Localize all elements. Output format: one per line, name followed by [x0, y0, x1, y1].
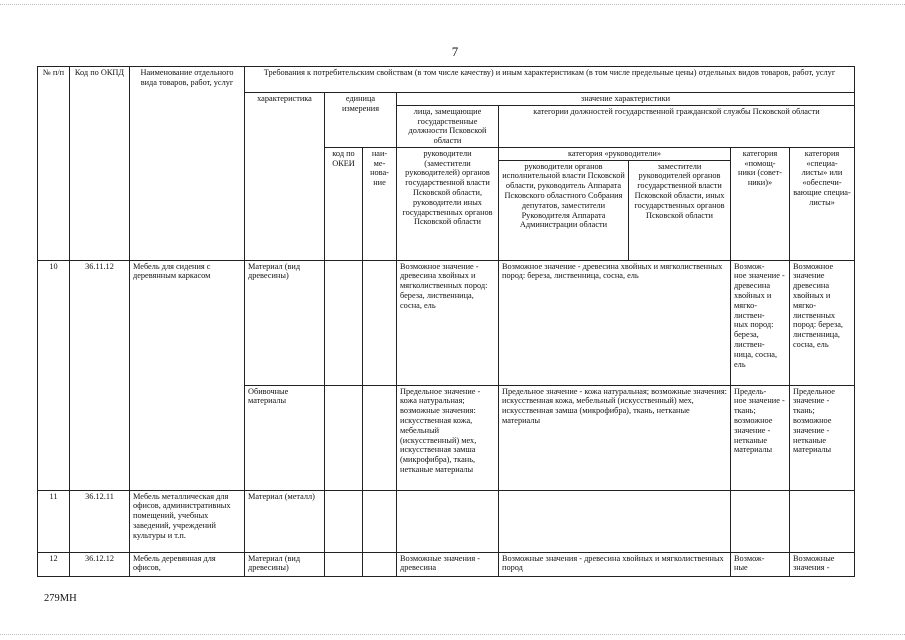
header-persons: лица, замещающие государственные должности Псковской области [397, 105, 499, 147]
row-name: Мебель металлическая для офисов, административных помещений, учебных заведений, учреждений культуры и т.п. [130, 490, 245, 552]
row-okpd: 36.11.12 [70, 260, 130, 490]
row-value-spec: Предельное значение - ткань; возможное значение - нетканые материалы [790, 385, 855, 490]
row-value-persons: Возможные значения - древесина [397, 552, 499, 576]
table-row [38, 552, 855, 576]
header-heads: руководители (заместители руководителей) органов государственной власти Псковской области, руководители иных государственных органов Псковской области [397, 147, 499, 260]
row-unit-name [363, 490, 397, 552]
scan-edge-bottom [0, 634, 905, 635]
row-value-cat-heads [499, 490, 731, 552]
row-value-assist: Возмож- ное значение - древесина хвойных и мягко- листвен- ных пород: береза, листвен- ница, сосна, ель [731, 260, 790, 385]
row-okei [325, 490, 363, 552]
row-value-cat-heads: Возможное значение - древесина хвойных и мягколиственных пород: береза, лиственница, сосна, ель [499, 260, 731, 385]
row-characteristic: Материал (вид древесины) [245, 260, 325, 385]
header-name: Наименование отдельного вида товаров, работ, услуг [130, 67, 245, 261]
row-unit-name [363, 385, 397, 490]
row-okei [325, 260, 363, 385]
row-value-cat-heads: Предельное значение - кожа натуральная; возможные значения: искусственная кожа, мебельный (искусственный) мех, искусственная замша (микрофибра), ткань, нетканые материалы [499, 385, 731, 490]
row-value-persons: Возможное значение - древесина хвойных и мягколиственных пород: береза, лиственница, сосна, ель [397, 260, 499, 385]
row-value-assist [731, 490, 790, 552]
header-okpd: Код по ОКПД [70, 67, 130, 261]
scan-edge-top [0, 4, 905, 5]
header-cat-assist: категория «помощ- ники (совет- ники)» [731, 147, 790, 260]
requirements-table [37, 66, 855, 577]
header-cat-heads: категория «руководители» [499, 147, 731, 160]
header-categories: категории должностей государственной гражданской службы Псковской области [499, 105, 855, 147]
row-value-persons: Предельное значение - кожа натуральная; возможные значения: искусственная кожа, мебельный (искусственный) мех, искусственная замша (микрофибра), ткань, нетканые материалы [397, 385, 499, 490]
header-characteristic: характеристика [245, 93, 325, 261]
row-value-spec [790, 490, 855, 552]
header-cat-spec: категория «специа- листы» или «обеспечи- вающие специа- листы» [790, 147, 855, 260]
header-unit: единица измерения [325, 93, 397, 148]
row-value-persons [397, 490, 499, 552]
row-unit-name [363, 260, 397, 385]
row-unit-name [363, 552, 397, 576]
row-okpd: 36.12.11 [70, 490, 130, 552]
header-unit-name: наи- ме- нова- ние [363, 147, 397, 260]
row-okpd: 36.12.12 [70, 552, 130, 576]
header-requirements: Требования к потребительским свойствам (в том числе качеству) и иным характеристикам (в том числе предельные цены) отдельных видов товаров, работ, услуг [245, 67, 855, 93]
header-row-1 [38, 67, 855, 93]
row-num: 10 [38, 260, 70, 490]
page-number: 7 [451, 44, 459, 59]
row-value-assist: Предель- ное значение - ткань; возможное значение - нетканые материалы [731, 385, 790, 490]
header-value: значение характеристики [397, 93, 855, 106]
row-value-spec: Возможное значение древесина хвойных и мягко- лиственных пород: береза, лиственница, сосна, ель [790, 260, 855, 385]
row-name: Мебель для сидения с деревянным каркасом [130, 260, 245, 490]
table-row [38, 490, 855, 552]
row-num: 12 [38, 552, 70, 576]
row-characteristic: Обивочные материалы [245, 385, 325, 490]
footer-code: 279МН [44, 593, 77, 604]
row-value-cat-heads: Возможные значения - древесина хвойных и мягколиственных пород [499, 552, 731, 576]
row-value-spec: Возможные значения - [790, 552, 855, 576]
row-okei [325, 385, 363, 490]
header-cat-heads-b: заместители руководителей органов государственной власти Псковской области, иных государственных органов Псковской области [629, 160, 731, 260]
row-okei [325, 552, 363, 576]
table-row [38, 260, 855, 385]
row-num: 11 [38, 490, 70, 552]
header-okei: код по ОКЕИ [325, 147, 363, 260]
row-value-assist: Возмож- ные [731, 552, 790, 576]
row-characteristic: Материал (металл) [245, 490, 325, 552]
row-characteristic: Материал (вид древесины) [245, 552, 325, 576]
header-num: № п/п [38, 67, 70, 261]
row-name: Мебель деревянная для офисов, [130, 552, 245, 576]
header-cat-heads-a: руководители органов исполнительной власти Псковской области, руководитель Аппарата Псковского областного Собрания депутатов, заместители Руководителя Аппарата Администрации области [499, 160, 629, 260]
